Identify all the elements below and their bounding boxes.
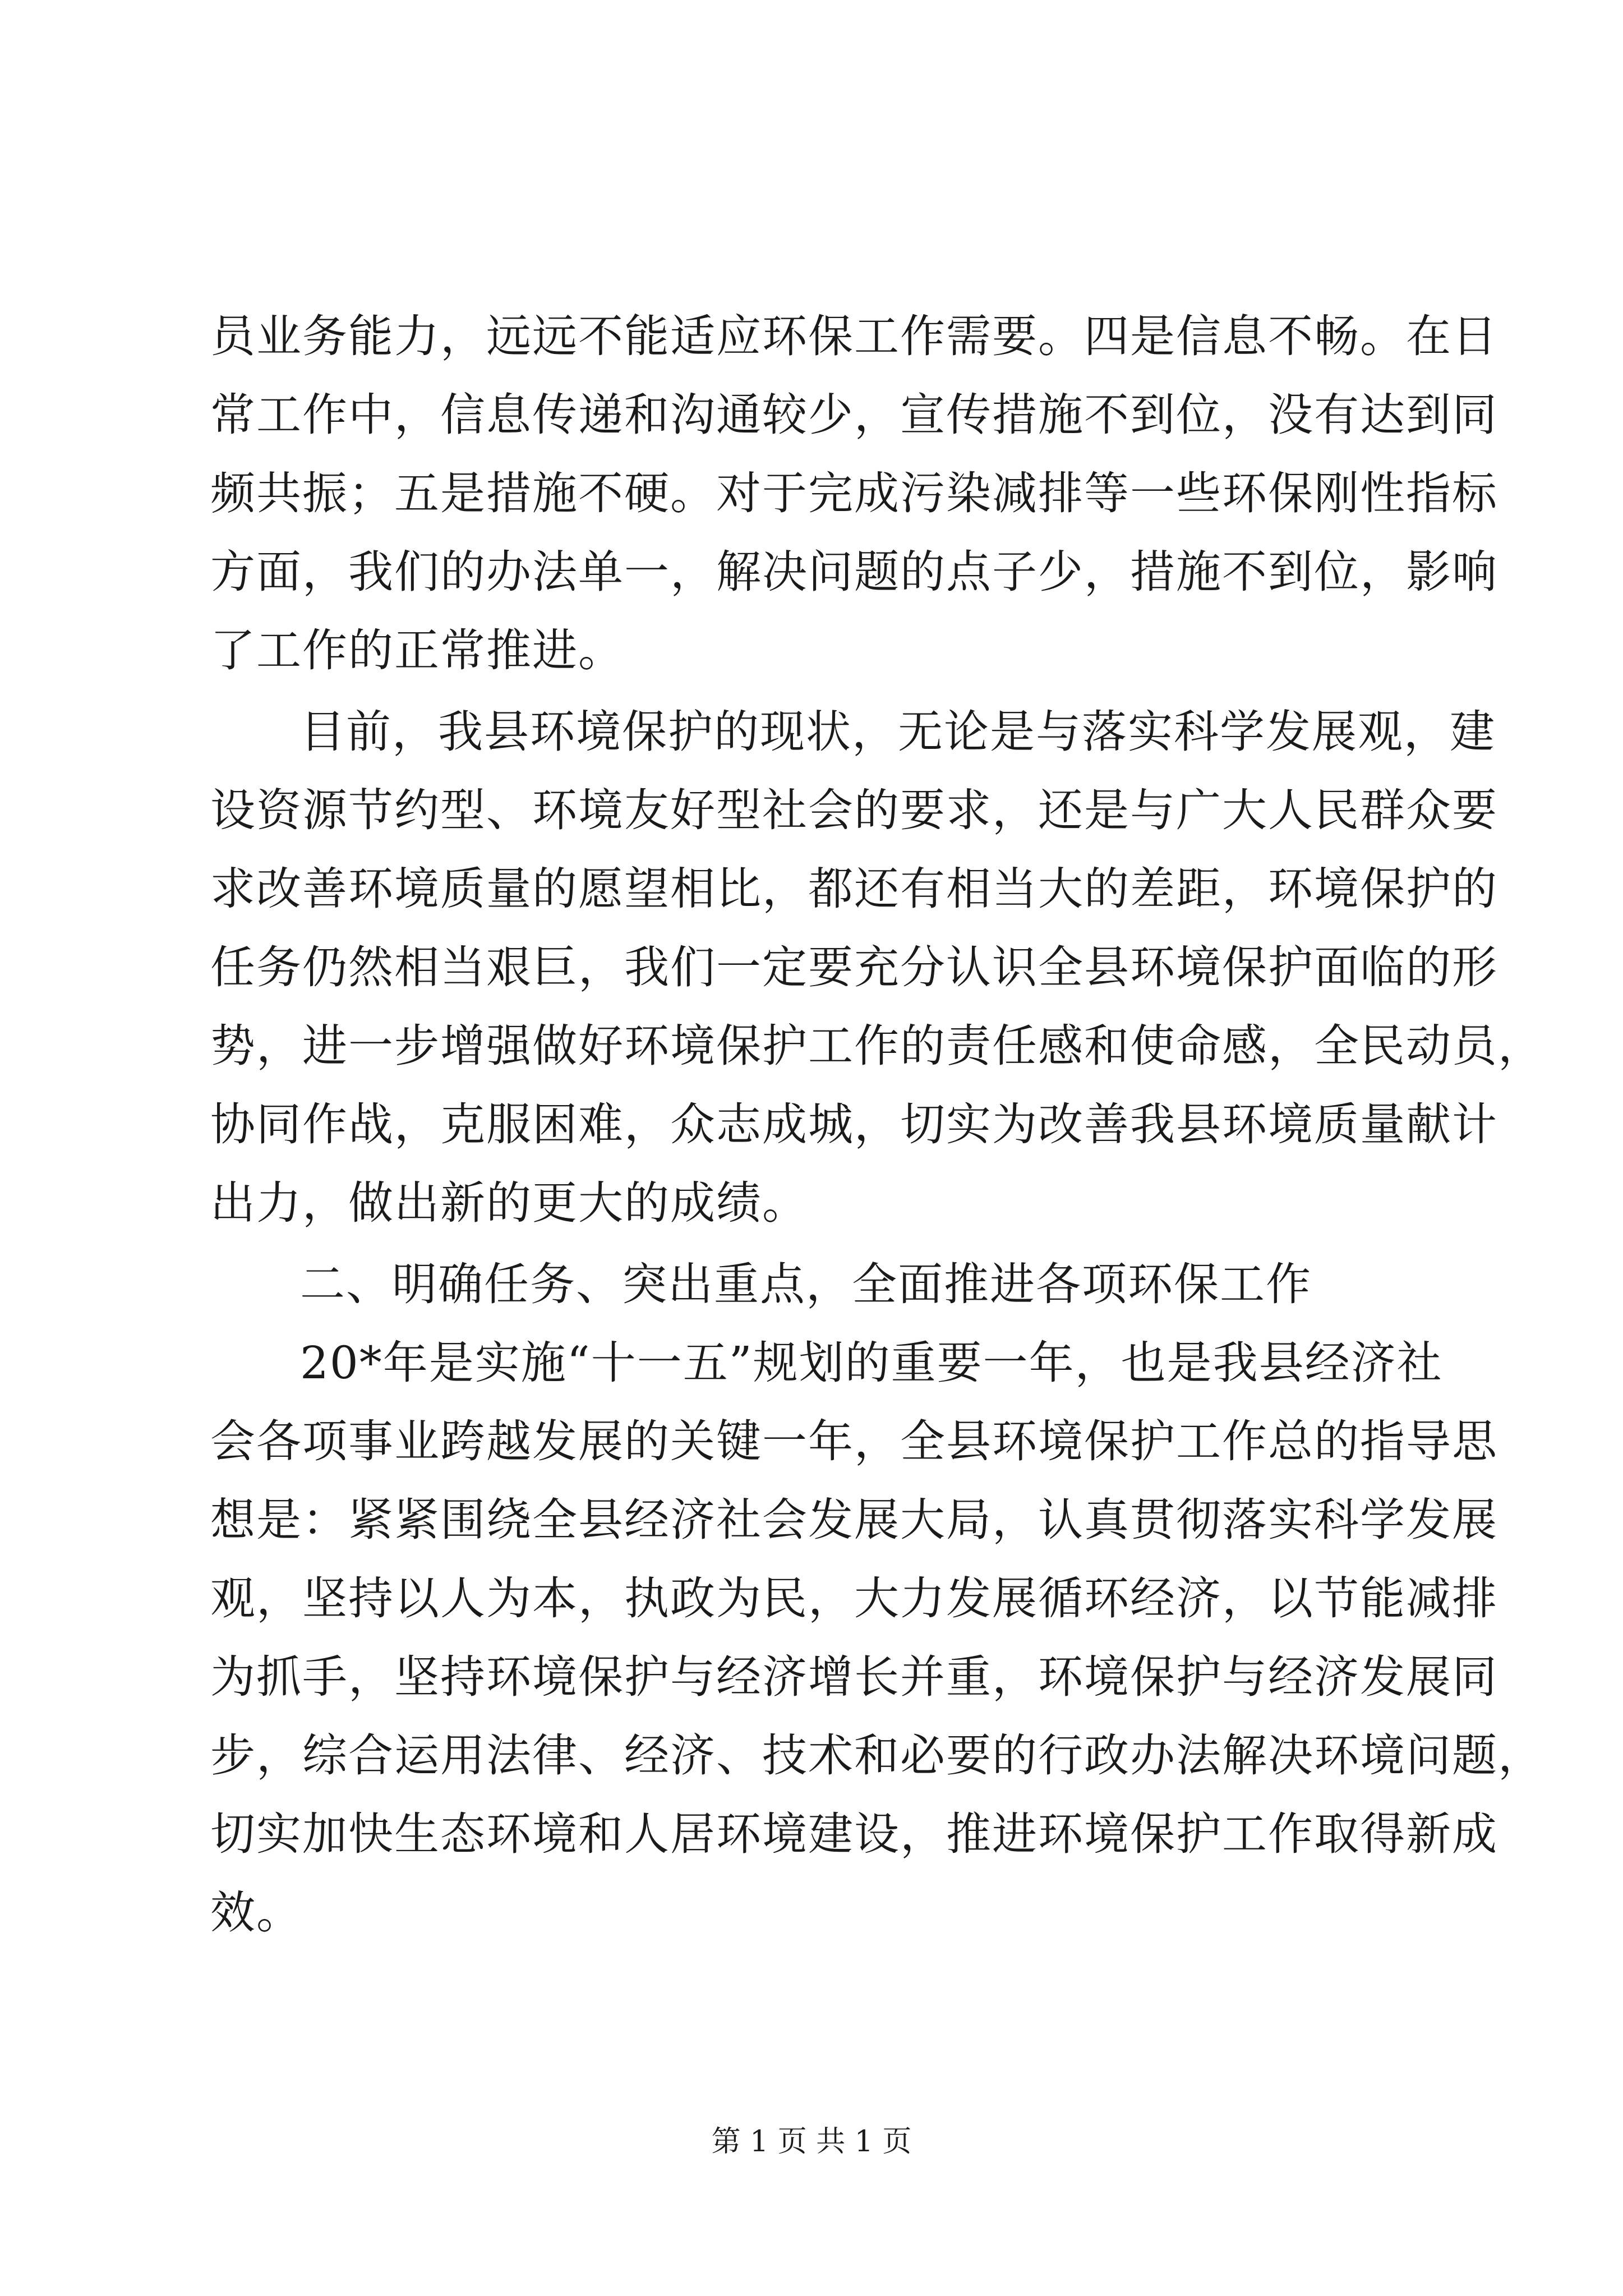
text-line: 求改善环境质量的愿望相比，都还有相当大的差距，环境保护的 [210, 863, 1498, 915]
section-heading: 二、明确任务、突出重点，全面推进各项环保工作 [300, 1258, 1312, 1310]
text-line: 方面，我们的办法单一，解决问题的点子少，措施不到位，影响 [210, 546, 1498, 598]
text-line: 会各项事业跨越发展的关键一年，全县环境保护工作总的指导思 [210, 1415, 1498, 1467]
text-line: 想是：紧紧围绕全县经济社会发展大局，认真贯彻落实科学发展 [210, 1494, 1498, 1546]
text-line: 频共振；五是措施不硬。对于完成污染减排等一些环保刚性指标 [210, 467, 1498, 519]
text-line: 势，进一步增强做好环境保护工作的责任感和使命感，全民动员， [210, 1020, 1544, 1072]
text-line: 设资源节约型、环境友好型社会的要求，还是与广大人民群众要 [210, 784, 1498, 836]
text-line: 观，坚持以人为本，执政为民，大力发展循环经济，以节能减排 [210, 1572, 1498, 1625]
text-line: 效。 [210, 1887, 302, 1939]
page-footer: 第 1 页 共 1 页 [711, 2125, 912, 2159]
paragraph-first-line: 目前，我县环境保护的现状，无论是与落实科学发展观，建 [300, 706, 1496, 758]
text-line: 出力，做出新的更大的成绩。 [210, 1177, 808, 1229]
text-line: 步，综合运用法律、经济、技术和必要的行政办法解决环境问题， [210, 1729, 1544, 1782]
text-line: 切实加快生态环境和人居环境建设，推进环境保护工作取得新成 [210, 1808, 1498, 1860]
text-line: 常工作中，信息传递和沟通较少，宣传措施不到位，没有达到同 [210, 389, 1498, 441]
paragraph-first-line: 20*年是实施“十一五”规划的重要一年，也是我县经济社 [300, 1337, 1443, 1389]
text-line: 为抓手，坚持环境保护与经济增长并重，环境保护与经济发展同 [210, 1651, 1498, 1703]
text-line: 协同作战，克服困难，众志成城，切实为改善我县环境质量献计 [210, 1098, 1498, 1151]
text-line: 了工作的正常推进。 [210, 624, 624, 677]
text-line: 员业务能力，远远不能适应环保工作需要。四是信息不畅。在日 [210, 310, 1498, 362]
text-line: 任务仍然相当艰巨，我们一定要充分认识全县环境保护面临的形 [210, 941, 1498, 993]
